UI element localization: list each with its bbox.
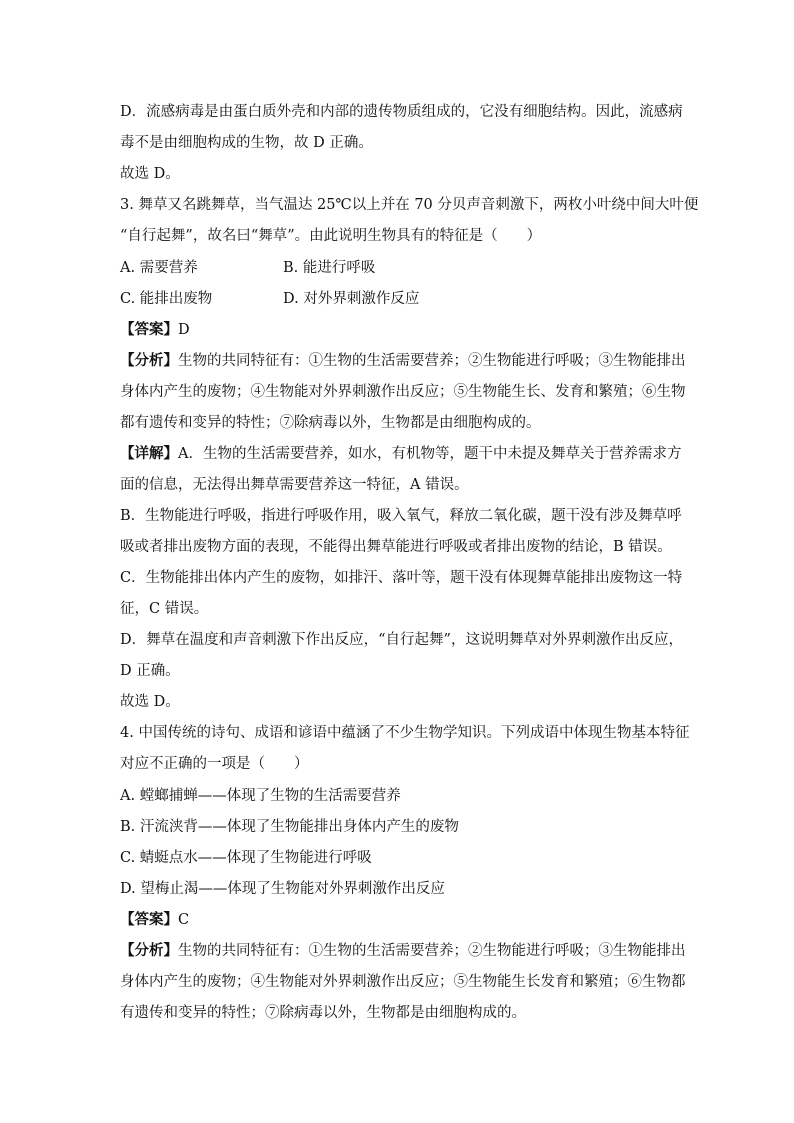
q3-detail-line-3: B．生物能进行呼吸，指进行呼吸作用，吸入氧气，释放二氧化碳，题干没有涉及舞草呼	[120, 508, 682, 524]
q4-option-c: C. 蜻蜓点水——体现了生物能进行呼吸	[120, 850, 372, 866]
answer-value: D	[178, 322, 190, 338]
answer-value: C	[178, 912, 190, 928]
q3-detail-line-7: D．舞草在温度和声音刺激下作出反应，“自行起舞”，这说明舞草对外界刺激作出反应，	[120, 632, 683, 648]
q3-conclusion: 故选 D。	[120, 694, 180, 710]
q3-analysis-line-3: 都有遗传和变异的特性；⑦除病毒以外，生物都是由细胞构成的。	[120, 415, 541, 431]
q2-option-d-explanation-line-1: D．流感病毒是由蛋白质外壳和内部的遗传物质组成的，它没有细胞结构。因此，流感病	[120, 104, 683, 120]
q4-analysis-line-2: 身体内产生的废物；④生物能对外界刺激作出反应；⑤生物能生长发育和繁殖；⑥生物都	[120, 974, 686, 990]
analysis-tag: 【分析】	[120, 942, 178, 959]
q4-answer	[120, 910, 680, 930]
analysis-tag: 【分析】	[120, 352, 178, 369]
q3-detail-line-4: 吸或者排出废物方面的表现，不能得出舞草能进行呼吸或者排出废物的结论，B 错误。	[120, 539, 672, 555]
q3-detail-line-1	[120, 444, 680, 464]
q3-detail-line-5: C．生物能排出体内产生的废物，如排汗、落叶等，题干没有体现舞草能排出废物这一特	[120, 570, 683, 586]
q3-detail-line-2: 面的信息，无法得出舞草需要营养这一特征，A 错误。	[120, 477, 469, 493]
q4-option-a: A. 螳螂捕蝉——体现了生物的生活需要营养	[120, 788, 401, 804]
q4-analysis-line-1	[120, 941, 686, 961]
q3-analysis-line-1	[120, 351, 686, 371]
q3-stem-line-1: 3. 舞草又名跳舞草，当气温达 25℃以上并在 70 分贝声音刺激下，两枚小叶绕中间大叶便	[120, 197, 699, 213]
q3-analysis-line-2: 身体内产生的废物；④生物能对外界刺激作出反应；⑤生物能生长、发育和繁殖；⑥生物	[120, 384, 686, 400]
q3-answer	[120, 320, 680, 340]
q2-option-d-explanation-line-2: 毒不是由细胞构成的生物，故 D 正确。	[120, 135, 373, 151]
q4-analysis-line-3: 有遗传和变异的特性；⑦除病毒以外，生物都是由细胞构成的。	[120, 1005, 526, 1021]
analysis-text: 生物的共同特征有：①生物的生活需要营养；②生物能进行呼吸；③生物能排出	[178, 353, 686, 369]
detail-tag: 【详解】	[120, 445, 178, 462]
q3-option-d: D. 对外界刺激作反应	[283, 291, 420, 307]
analysis-text: 生物的共同特征有：①生物的生活需要营养；②生物能进行呼吸；③生物能排出	[178, 943, 686, 959]
q3-option-c: C. 能排出废物	[120, 291, 213, 307]
q3-detail-line-8: D 正确。	[120, 663, 180, 679]
detail-text: A．生物的生活需要营养，如水，有机物等，题干中未提及舞草关于营养需求方	[178, 446, 682, 462]
q3-detail-line-6: 征，C 错误。	[120, 601, 209, 617]
q3-option-a: A. 需要营养	[120, 260, 198, 276]
q4-option-d: D. 望梅止渴——体现了生物能对外界刺激作出反应	[120, 881, 445, 897]
q3-stem-line-2: “自行起舞”，故名曰“舞草”。由此说明生物具有的特征是（ ）	[120, 228, 542, 244]
q4-stem-line-2: 对应不正确的一项是（ ）	[120, 756, 309, 772]
answer-tag: 【答案】	[120, 321, 178, 338]
answer-tag: 【答案】	[120, 911, 178, 928]
q3-option-b: B. 能进行呼吸	[283, 260, 376, 276]
q4-option-b: B. 汗流浃背——体现了生物能排出身体内产生的废物	[120, 819, 459, 835]
q4-stem-line-1: 4. 中国传统的诗句、成语和谚语中蕴涵了不少生物学知识。下列成语中体现生物基本特征	[120, 725, 690, 741]
q2-conclusion: 故选 D。	[120, 166, 180, 182]
